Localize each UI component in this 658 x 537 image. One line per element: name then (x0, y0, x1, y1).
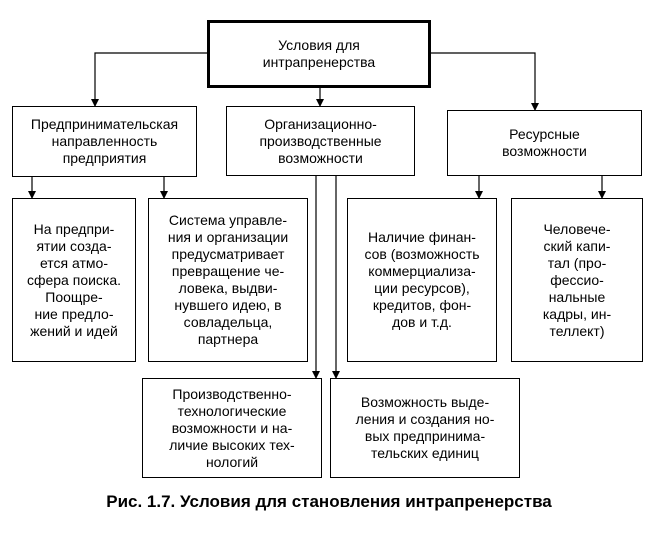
box-production-technology (142, 378, 322, 478)
box-resource-capabilities-label: Ресурсные возможности (502, 126, 587, 159)
box-organizational-capabilities-label: Организационно- производственные возможности (259, 115, 382, 166)
box-management-system-label: Система управле- ния и организации предусматривает превращение че- ловека, выдви- нувшего идею, в совладельца, партнера (167, 212, 289, 347)
box-finance-availability (347, 198, 497, 362)
arrow-top-to-entrepreneurial (95, 53, 207, 106)
box-search-atmosphere-label: На предпри- ятии созда- ется атмо- сфера поиска. Поощре- ние предло- жений и идей (26, 220, 122, 339)
box-entrepreneurial-orientation (12, 106, 197, 177)
box-organizational-capabilities (226, 106, 415, 176)
arrow-top-to-resources (431, 53, 535, 110)
box-intrapreneurship-conditions-label: Условия для интрапренерства (262, 37, 376, 70)
box-new-units (330, 378, 520, 478)
figure-caption: Рис. 1.7. Условия для становления интрапренерства (106, 492, 552, 511)
box-search-atmosphere (12, 198, 136, 362)
box-human-capital-label: Человече- ский капи- тал (про- фессио- нальные кадры, ин- теллект) (542, 220, 612, 339)
box-finance-availability-label: Наличие финан- сов (возможность коммерциализа- ции ресурсов), кредитов, фон- дов и т.д. (364, 229, 480, 330)
box-human-capital (511, 198, 643, 362)
box-new-units-label: Возможность выде- ления и создания но- вых предпринима- тельских единиц (355, 394, 495, 461)
box-intrapreneurship-conditions (207, 20, 431, 88)
box-production-technology-label: Производственно- технологические возможности и на- личие высоких тех- нологий (169, 385, 295, 470)
box-entrepreneurial-orientation-label: Предпринимательская направленность предприятия (30, 116, 179, 166)
box-management-system (148, 198, 308, 362)
box-resource-capabilities (447, 110, 642, 176)
